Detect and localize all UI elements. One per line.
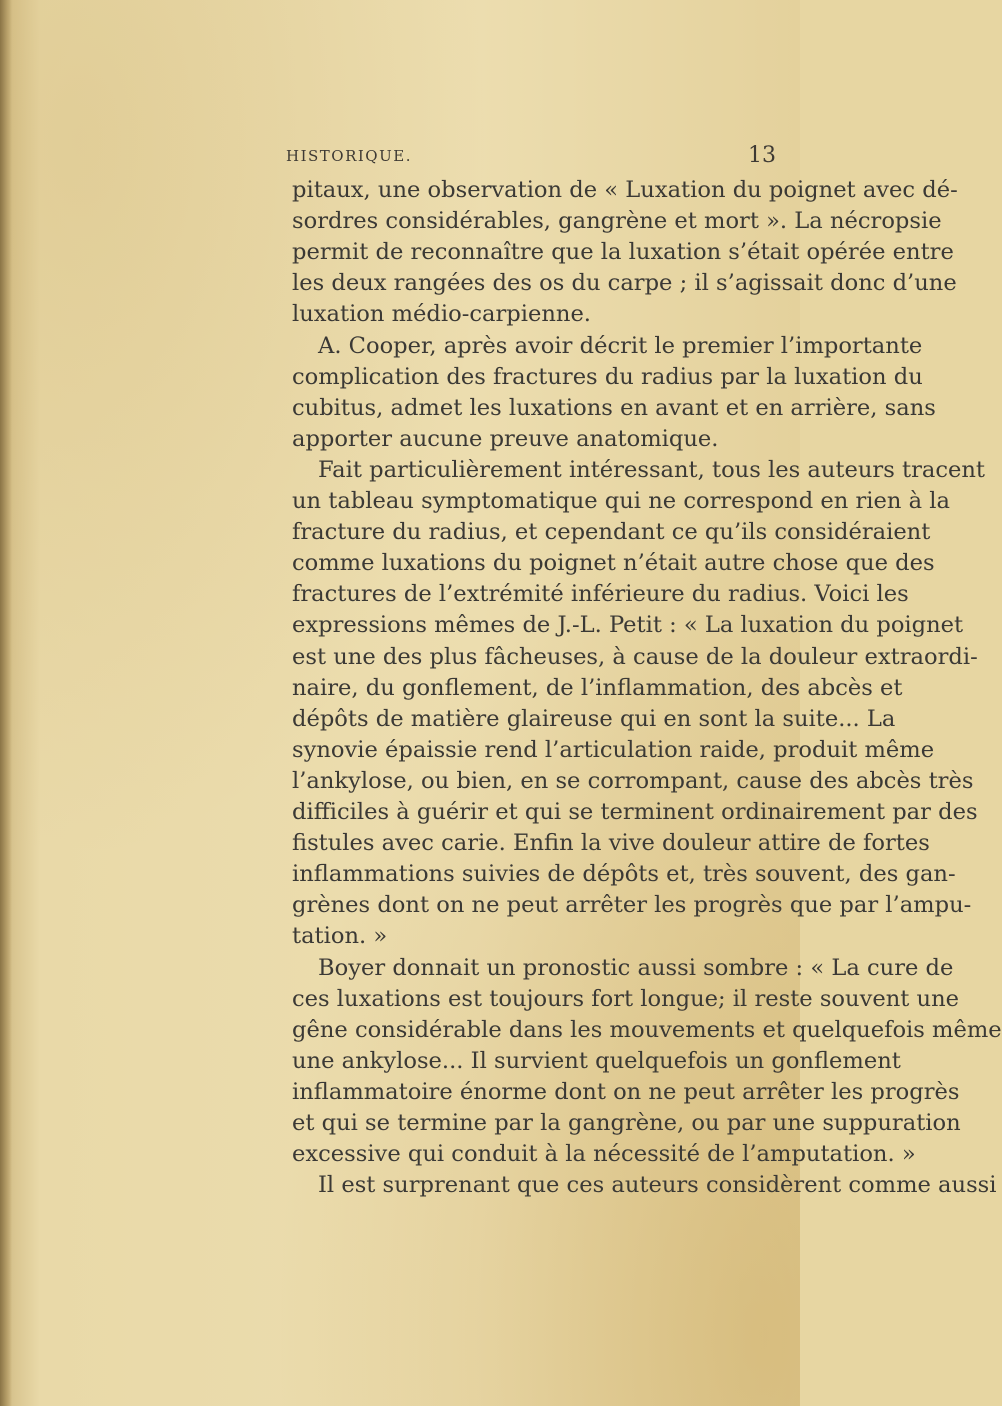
page-number: 13 [748, 143, 776, 168]
text-line: pitaux, une observation de « Luxation du poignet avec dé- [292, 177, 958, 203]
text-line: les deux rangées des os du carpe ; il s’agissait donc d’une [292, 270, 957, 297]
text-line: apporter aucune preuve anatomique. [292, 425, 719, 452]
text-line: A. Cooper, après avoir décrit le premier l’importante [318, 332, 923, 359]
text-line: permit de reconnaître que la luxation s’était opérée entre [292, 239, 954, 266]
text-line: inflammatoire énorme dont on ne peut arrêter les progrès [292, 1078, 960, 1105]
running-title: HISTORIQUE. [286, 147, 412, 165]
text-line: fractures de l’extrémité inférieure du radius. Voici les [292, 581, 909, 608]
text-line: difficiles à guérir et qui se terminent ordinairement par des [292, 799, 978, 825]
text-line: l’ankylose, ou bien, en se corrompant, cause des abcès très [292, 767, 974, 794]
text-line: Boyer donnait un pronostic aussi sombre : « La cure de [318, 954, 954, 981]
text-line: et qui se termine par la gangrène, ou par une suppuration [292, 1110, 961, 1136]
text-line: inflammations suivies de dépôts et, très souvent, des gan- [292, 861, 956, 888]
text-line: Fait particulièrement intéressant, tous les auteurs tracent [318, 456, 985, 483]
text-line: cubitus, admet les luxations en avant et en arrière, sans [292, 394, 936, 421]
text-line: Il est surprenant que ces auteurs considèrent comme aussi [318, 1172, 997, 1199]
text-line: sordres considérables, gangrène et mort ». La nécropsie [292, 208, 942, 235]
text-line: dépôts de matière glaireuse qui en sont la suite... La [292, 705, 896, 732]
text-line: fistules avec carie. Enfin la vive douleur attire de fortes [292, 830, 930, 857]
text-line: complication des fractures du radius par la luxation du [292, 363, 923, 390]
text-line: naire, du gonflement, de l’inflammation, des abcès et [292, 674, 903, 701]
text-line: luxation médio-carpienne. [292, 301, 591, 328]
text-line: synovie épaissie rend l’articulation raide, produit même [292, 736, 935, 763]
text-line: fracture du radius, et cependant ce qu’ils considéraient [292, 519, 931, 546]
text-line: gêne considérable dans les mouvements et quelquefois même [292, 1016, 1002, 1043]
text-line: ces luxations est toujours fort longue; il reste souvent une [292, 985, 960, 1012]
text-line: grènes dont on ne peut arrêter les progrès que par l’ampu- [292, 892, 972, 919]
text-line: comme luxations du poignet n’était autre chose que des [292, 550, 935, 577]
text-line: excessive qui conduit à la nécessité de l’amputation. » [292, 1141, 916, 1168]
text-line: est une des plus fâcheuses, à cause de la douleur extraordi- [292, 643, 978, 670]
text-line: une ankylose... Il survient quelquefois un gonflement [292, 1047, 901, 1074]
text-line: expressions mêmes de J.-L. Petit : « La luxation du poignet [292, 612, 964, 639]
text-line: un tableau symptomatique qui ne correspond en rien à la [292, 488, 950, 514]
text-line: tation. » [292, 923, 388, 950]
